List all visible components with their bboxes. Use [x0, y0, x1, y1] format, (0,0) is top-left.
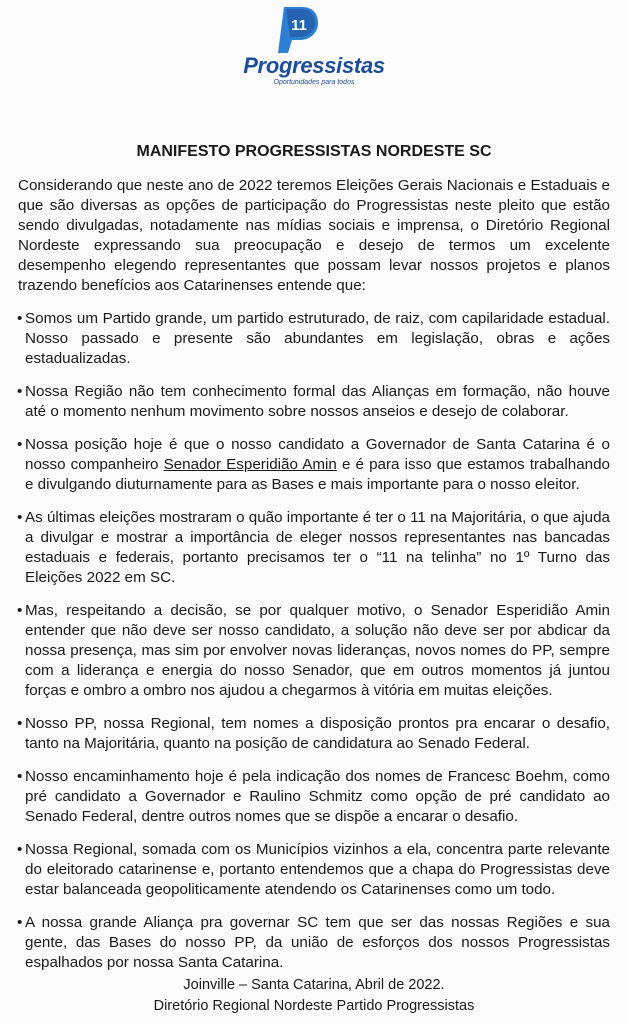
list-item	[18, 767, 610, 827]
list-item	[18, 382, 610, 422]
list-item	[18, 508, 610, 588]
bullet-icon: •	[17, 768, 23, 785]
list-item	[18, 714, 610, 754]
list-item-text: Nosso PP, nossa Regional, tem nomes a disposição prontos pra encarar o desafio, tanto na Majoritária, quanto na posição de candidatura ao Senado Federal.	[25, 715, 610, 752]
bullet-icon: •	[17, 602, 23, 619]
list-item-text: Nossa Regional, somada com os Municípios vizinhos a ela, concentra parte relevante do eleitorado catarinense e, portanto entendemos que a chapa do Progressistas deve estar balanceada geopoliticamente atendendo os Catarinenses como um todo.	[25, 841, 610, 898]
list-item-text-after: e é para isso que estamos trabalhando e divulgando diuturnamente para as Bases e mais importante para o nosso eleitor.	[25, 456, 610, 493]
document-title: MANIFESTO PROGRESSISTAS NORDESTE SC	[136, 143, 492, 160]
list-item-text: Mas, respeitando a decisão, se por qualquer motivo, o Senador Esperidião Amin entender que não deve ser nosso candidato, a solução não deve ser por abdicar da nossa presença, mas sim por envolver novas lideranças, novos nomes do PP, sempre com a liderança e energia do nosso Senador, que em outros momentos já juntou forças e ombro a ombro nos ajudou a chegarmos à vitória em muitas eleições.	[25, 602, 610, 699]
bullet-icon: •	[17, 436, 23, 453]
bullet-list	[18, 309, 610, 973]
bullet-icon: •	[17, 509, 23, 526]
senator-name-link: Senador Esperidião Amin	[163, 456, 337, 473]
list-item-text-before: Nossa posição hoje é que o nosso candidato a Governador de Santa Catarina é o nosso companheiro	[25, 436, 610, 473]
place-date: Joinville – Santa Catarina, Abril de 2022.	[183, 977, 445, 993]
list-item-text: Somos um Partido grande, um partido estruturado, de raiz, com capilaridade estadual. Nosso passado e presente são abundantes em legislação, obras e ações estadualizadas.	[25, 310, 610, 367]
logo-tagline: Oportunidades para todos	[273, 79, 355, 86]
logo-wordmark: Progressistas	[243, 53, 385, 78]
list-item	[18, 309, 610, 369]
bullet-icon: •	[17, 914, 23, 931]
list-item	[18, 601, 610, 701]
list-item	[18, 913, 610, 973]
party-logo-mark-icon	[270, 3, 320, 55]
bullet-icon: •	[17, 841, 23, 858]
list-item	[18, 435, 610, 495]
document-body	[18, 176, 610, 986]
list-item-text: As últimas eleições mostraram o quão importante é ter o 11 na Majoritária, o que ajuda a divulgar e mostrar a importância de eleger nossos representantes nas bancadas estaduais e federais, portanto precisamos ter o “11 na telinha” no 1º Turno das Eleições 2022 em SC.	[25, 509, 610, 586]
bullet-icon: •	[17, 715, 23, 732]
list-item-text: Nossa Região não tem conhecimento formal das Alianças em formação, não houve até o momento nenhum movimento sobre nossos anseios e desejo de colaborar.	[25, 383, 610, 420]
intro-paragraph: Considerando que neste ano de 2022 teremos Eleições Gerais Nacionais e Estaduais e que são diversas as opções de participação do Progressistas neste pleito que estão sendo divulgadas, notadamente nas mídias sociais e imprensa, o Diretório Regional Nordeste expressando sua preocupação e desejo de termos um excelente desempenho elegendo representantes que possam levar nossos projetos e planos trazendo benefícios aos Catarinenses entende que:	[18, 177, 610, 294]
logo-number: 11	[291, 17, 307, 34]
list-item	[18, 840, 610, 900]
bullet-icon: •	[17, 310, 23, 327]
signature: Diretório Regional Nordeste Partido Progressistas	[153, 998, 475, 1014]
party-logo	[0, 0, 628, 95]
list-item-text: Nosso encaminhamento hoje é pela indicação dos nomes de Francesc Boehm, como pré candidato a Governador e Raulino Schmitz como opção de pré candidato ao Senado Federal, dentre outros nomes que se dispõe a encarar o desafio.	[25, 768, 610, 825]
list-item-text: A nossa grande Aliança pra governar SC tem que ser das nossas Regiões e sua gente, das Bases do nosso PP, da união de esforços dos nossos Progressistas espalhados por nossa Santa Catarina.	[25, 914, 610, 971]
bullet-icon: •	[17, 383, 23, 400]
document-footer	[0, 975, 628, 1017]
